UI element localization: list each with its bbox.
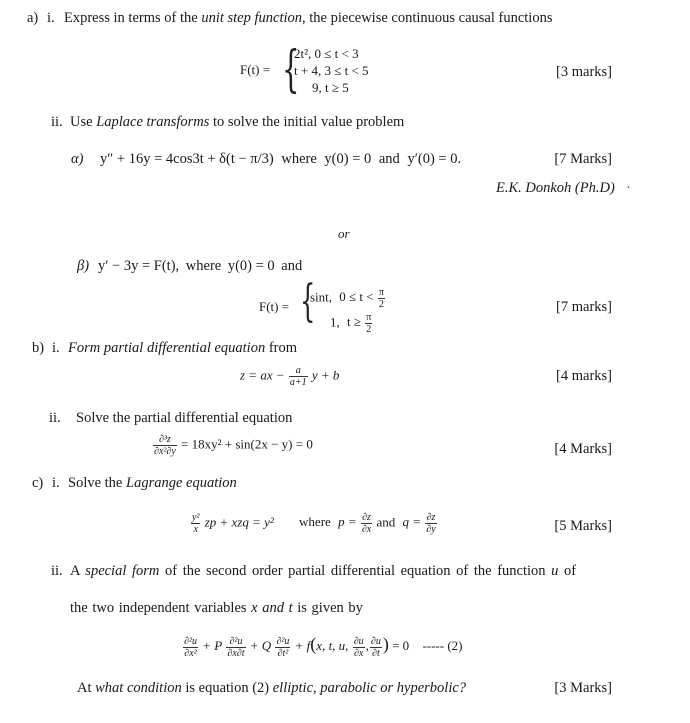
qc-i-eq-main: zp + xzq = y² [204, 514, 274, 530]
qc-i-eq [190, 512, 438, 535]
qb-i-eq [240, 365, 339, 388]
qc-i-text-pre: Solve the [68, 475, 123, 491]
qa-alpha-eq: y″ + 16y = 4cos3t + δ(t − π/3) [100, 151, 274, 167]
qc-i-q-n: ∂z [426, 512, 436, 523]
qa-ii-num: ii. [51, 114, 63, 130]
qa-label: a) [27, 10, 39, 26]
qc-ii-equation: $\frac{\text{∂²u}}{\text{∂x²}}$ + P $\frac{\text{∂²u}}{\partial x\partial t}$ + Q $\frac{\text{∂²u}}{\text{∂t²}}$ + f(x, t, u, $\frac{\partial u}{\partial x}$ , $\frac{\partial u}{\partial t}$ ) = 0 ----- (2) [184, 634, 463, 659]
qc-ii-u: u [551, 563, 559, 579]
qc-ii-line2-b: is given by [297, 600, 363, 616]
qc-ii-text-em: special form [85, 563, 160, 579]
qc-i-frac [191, 512, 200, 535]
qa-alpha-and: and [378, 151, 400, 167]
qc-ii-dashes: ----- [422, 638, 445, 653]
qc-i-frac-n: y² [192, 512, 200, 523]
qa-beta-frac1-n: π [378, 287, 384, 298]
qc-ii-a2 [370, 636, 382, 659]
qc-i-p-frac [361, 512, 372, 535]
qc-i-num: i. [52, 475, 60, 491]
qc-ii-q-b: is equation (2) [185, 680, 270, 696]
qa-beta-marks: [7 marks] [556, 299, 612, 315]
qc-ii-t3-d: ∂t² [277, 647, 289, 659]
qb-ii-marks: [4 Marks] [554, 441, 612, 457]
qc-i-and: and [376, 514, 396, 530]
qc-ii-q-em2: elliptic, parabolic or hyperbolic? [272, 680, 467, 696]
qc-ii-andt: and t [262, 600, 293, 616]
qb-i-eq-post: y + b [311, 367, 340, 383]
qb-i-frac-n: a [289, 365, 308, 377]
qa-i-lhs: F(t) = [240, 62, 271, 77]
qa-i-case-2: t + 4, 3 ≤ t < 5 [294, 63, 369, 78]
qb-i-from: from [268, 340, 298, 356]
qb-label: b) [32, 340, 45, 356]
qb-ii-frac-n: ∂³z [153, 434, 177, 446]
qa-beta-frac2-n: π [366, 312, 372, 323]
qa-beta-lhs: F(t) = [259, 299, 290, 314]
qc-i-where: where [299, 514, 331, 530]
qc-ii-of: of [564, 563, 577, 579]
qc-ii-t3-n: ∂²u [276, 635, 290, 647]
qa-beta-frac-2 [365, 312, 372, 335]
qa-beta-case2-b: t ≥ [347, 314, 361, 330]
qc-ii-text-b: of the second order partial differential equation of the function [165, 563, 546, 579]
qa-beta-case2-a: 1, [330, 314, 340, 330]
qa-beta-frac1-d: 2 [378, 299, 384, 310]
qb-ii-text: Solve the partial differential equation [76, 410, 293, 426]
qc-ii-q-a: At [77, 680, 92, 696]
qa-beta-case-2 [330, 312, 373, 335]
qc-i-q: q = [402, 514, 422, 530]
qb-ii-eq [152, 434, 313, 457]
qc-label: c) [32, 475, 44, 491]
qc-i-text-em: Lagrange equation [126, 475, 237, 491]
qa-alpha-eq-line [100, 151, 461, 168]
qa-ii-text-post: to solve the initial value problem [213, 114, 405, 130]
qb-ii-frac [153, 434, 177, 457]
qc-ii-args-a: x, t, u, [316, 638, 349, 653]
qc-ii-eq0: = 0 [392, 638, 410, 653]
qa-beta-frac2-d: 2 [366, 324, 372, 335]
author-dot: · [626, 180, 631, 196]
qc-ii-plusf: + f [294, 638, 311, 653]
qc-ii-plusP: + P [202, 638, 223, 653]
qa-i-case-1: 2t², 0 ≤ t < 3 [294, 46, 359, 61]
qa-alpha-label: α) [71, 151, 84, 167]
qc-ii-t1 [183, 636, 198, 659]
qc-ii-q-em: what condition [95, 680, 182, 696]
qa-i-num: i. [47, 10, 55, 26]
qc-i-q-d: ∂y [426, 524, 436, 535]
qc-i-p-n: ∂z [362, 512, 371, 523]
qa-i-text [64, 10, 552, 27]
qc-ii-x: x [251, 600, 258, 616]
qa-beta-case-1 [310, 287, 386, 310]
qa-beta-and: and [281, 258, 303, 274]
qa-beta-frac-1 [378, 287, 385, 310]
qa-alpha-cond2: y′(0) = 0. [407, 151, 462, 167]
qb-i-text: Form partial differential equation [68, 340, 266, 356]
qc-ii-line1 [70, 563, 576, 580]
qc-ii-a2-d: ∂t [372, 647, 380, 659]
qc-ii-a1 [353, 636, 365, 659]
qa-beta-where: where [185, 258, 222, 274]
qa-i-marks: [3 marks] [556, 64, 612, 80]
qa-i-text-pre: Express in terms of the [64, 10, 198, 26]
qb-i-frac [289, 365, 308, 388]
qa-i-text-post: , the piecewise continuous causal functions [302, 10, 553, 26]
qc-i-p-d: ∂x [361, 524, 372, 535]
or-separator: or [338, 226, 350, 241]
qb-ii-frac-d: ∂x²∂y [154, 446, 176, 457]
qc-ii-t2-n: ∂²u [226, 636, 245, 648]
qa-alpha-cond1: y(0) = 0 [324, 151, 372, 167]
qc-ii-question [77, 680, 466, 697]
qa-i-text-em: unit step function [201, 10, 303, 26]
qc-ii-plusQ: + Q [249, 638, 272, 653]
qa-alpha-where: where [281, 151, 317, 167]
qa-i-case-3: 9, t ≥ 5 [312, 80, 349, 95]
qa-ii-text-em: Laplace transforms [96, 114, 210, 130]
qc-ii-t1-d: ∂x² [184, 647, 197, 659]
qc-ii-a1-d: ∂x [353, 647, 364, 659]
qc-i-marks: [5 Marks] [554, 518, 612, 534]
qc-ii-t2 [226, 636, 245, 659]
qc-ii-a2-n: ∂u [370, 635, 381, 647]
qa-beta-eq-line [98, 258, 302, 275]
qc-i-q-frac [425, 512, 436, 535]
qc-ii-ref: (2) [447, 638, 463, 653]
qa-beta-eq: y′ − 3y = F(t), [98, 258, 180, 274]
qa-ii-text-pre: Use [70, 114, 93, 130]
qb-i-eq-pre: z = ax − [240, 367, 285, 383]
qc-ii-a1-n: ∂u [353, 635, 364, 647]
qc-i-p: p = [338, 514, 357, 530]
qa-beta-cond: y(0) = 0 [227, 258, 275, 274]
qc-ii-t1-n: ∂²u [184, 635, 197, 647]
qa-beta-brace: { [300, 276, 316, 327]
qa-beta-case1-a: sint, [310, 289, 333, 305]
qc-ii-line2 [70, 600, 363, 617]
qc-ii-marks: [3 Marks] [554, 680, 612, 696]
qa-alpha-marks: [7 Marks] [554, 151, 612, 167]
qc-ii-num: ii. [51, 563, 63, 579]
qb-i-text-line [68, 340, 297, 357]
author-credit: E.K. Donkoh (Ph.D) [496, 180, 615, 196]
qa-ii-text [70, 114, 404, 131]
qc-i-frac-d: x [193, 524, 198, 535]
qa-i-brace: { [282, 40, 300, 98]
qa-beta-case1-b: 0 ≤ t < [339, 289, 374, 305]
qa-beta-label: β) [77, 258, 90, 274]
qc-i-text-line [68, 475, 237, 492]
qb-i-frac-d: a+1 [289, 377, 307, 388]
qc-ii-t3 [275, 636, 290, 659]
qb-i-marks: [4 marks] [556, 368, 612, 384]
qc-ii-line2-a: the two independent variables [70, 600, 247, 616]
qb-ii-eq-post: = 18xy² + sin(2x − y) = 0 [181, 436, 313, 452]
qb-ii-num: ii. [49, 410, 61, 426]
qb-i-num: i. [52, 340, 60, 356]
qc-ii-text-a: A [70, 563, 80, 579]
qc-ii-t2-d: ∂x∂t [227, 647, 245, 659]
